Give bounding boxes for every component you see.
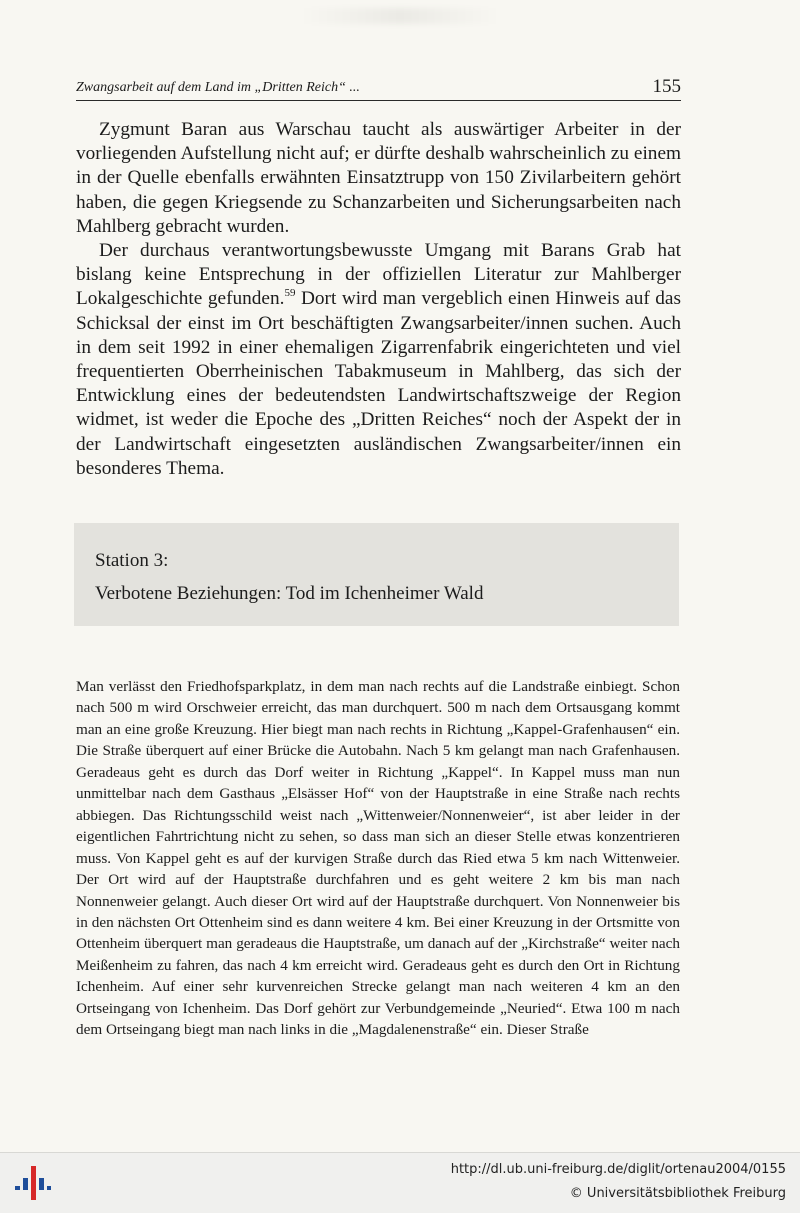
running-head — [76, 76, 681, 101]
body-text — [76, 118, 681, 481]
page-number: 155 — [652, 76, 681, 97]
running-title: Zwangsarbeit auf dem Land im „Dritten Reich“ ... — [76, 80, 360, 95]
document-url-link[interactable]: http://dl.ub.uni-freiburg.de/diglit/ortenau2004/0155 — [450, 1162, 786, 1177]
library-logo-icon[interactable] — [12, 1163, 52, 1203]
route-description — [76, 676, 680, 1041]
station-heading-box — [74, 523, 679, 626]
viewer-footer — [0, 1152, 800, 1213]
station-label: Station 3: — [95, 550, 169, 571]
paragraph-2-end: Dort wird man vergeblich einen Hinweis auf das Schicksal der einst im Ort beschäftigten Zwangsarbeiter/innen suchen. Auch in dem seit 1992 in einer ehemaligen Zigarrenfabrik eingerichteten und viel frequentierten Oberrheinischen Tabakmuseum in Mahlberg, das sich der Entwicklung eines der bedeutendsten Landwirtschaftszweige der Region widmet, ist weder die Epoche des „Dritten Reiches“ noch der Aspekt der in der Landwirtschaft eingesetzten ausländischen Zwangsarbeiter/innen ein besonderes Thema. — [76, 288, 681, 479]
paragraph-2-start: Der durchaus verantwortungsbewusste Umgang mit Barans Grab hat bislang keine Entsprechung in der offiziellen Literatur zur Mahlberger Lokalgeschichte gefunden. — [76, 240, 681, 310]
footnote-reference[interactable]: 59 — [284, 287, 296, 300]
copyright-notice: © Universitätsbibliothek Freiburg — [569, 1186, 786, 1201]
bleed-through-shadow — [300, 8, 500, 24]
paragraph-1: Zygmunt Baran aus Warschau taucht als auswärtiger Arbeiter in der vorliegenden Aufstellung nicht auf; er dürfte deshalb wahrscheinlich zu einem in der Quelle ebenfalls erwähnten Einsatztrupp von 150 Zivilarbeitern gehört haben, die gegen Kriegsende zu Schanzarbeiten und Sicherungsarbeiten nach Mahlberg gebracht wurden. — [76, 119, 681, 237]
paragraph-2 — [76, 239, 681, 481]
route-paragraph: Man verlässt den Friedhofsparkplatz, in dem man nach rechts auf die Landstraße einbiegt. Schon nach 500 m wird Orschweier erreicht, das man durchquert. 500 m nach dem Ortsausgang kommt man an eine große Kreuzung. Hier biegt man nach rechts in Richtung „Kappel-Grafenhausen“ ein. Die Straße überquert auf einer Brücke die Autobahn. Nach 5 km gelangt man nach Grafenhausen. Geradeaus geht es durch das Dorf weiter in Richtung „Kappel“. In Kappel muss man nun unmittelbar nach dem Gasthaus „Elsässer Hof“ von der Hauptstraße in eine Straße nach rechts abbiegen. Das Richtungsschild weist nach „Wittenweier/Nonnenweier“, ist aber leider in der eigentlichen Fahrtrichtung nicht zu sehen, so dass man sich an dieser Stelle etwas konzentrieren muss. Von Kappel geht es auf der kurvigen Straße durch das Ried etwa 5 km nach Wittenweier. Der Ort wird auf der Hauptstraße durchfahren und es geht weitere 2 km bis man nach Nonnenweier gelangt. Auch dieser Ort wird auf der Hauptstraße durchquert. Von Nonnenweier bis in den nächsten Ort Ottenheim sind es dann weitere 4 km. Bei einer Kreuzung in der Ortsmitte von Ottenheim überquert man geradeaus die Hauptstraße, um danach auf der „Kirchstraße“ weiter nach Meißenheim zu fahren, das nach 4 km erreicht wird. Geradeaus geht es durch den Ort in Richtung Ichenheim. Auf einer sehr kurvenreichen Strecke gelangt man nach weiteren 4 km an den Ortseingang von Ichenheim. Das Dorf gehört zur Verbundgemeinde „Neuried“. Etwa 100 m nach dem Ortseingang biegt man nach links in die „Magdalenenstraße“ ein. Dieser Straße — [76, 678, 680, 1039]
station-title: Verbotene Beziehungen: Tod im Ichenheimer Wald — [95, 583, 484, 604]
